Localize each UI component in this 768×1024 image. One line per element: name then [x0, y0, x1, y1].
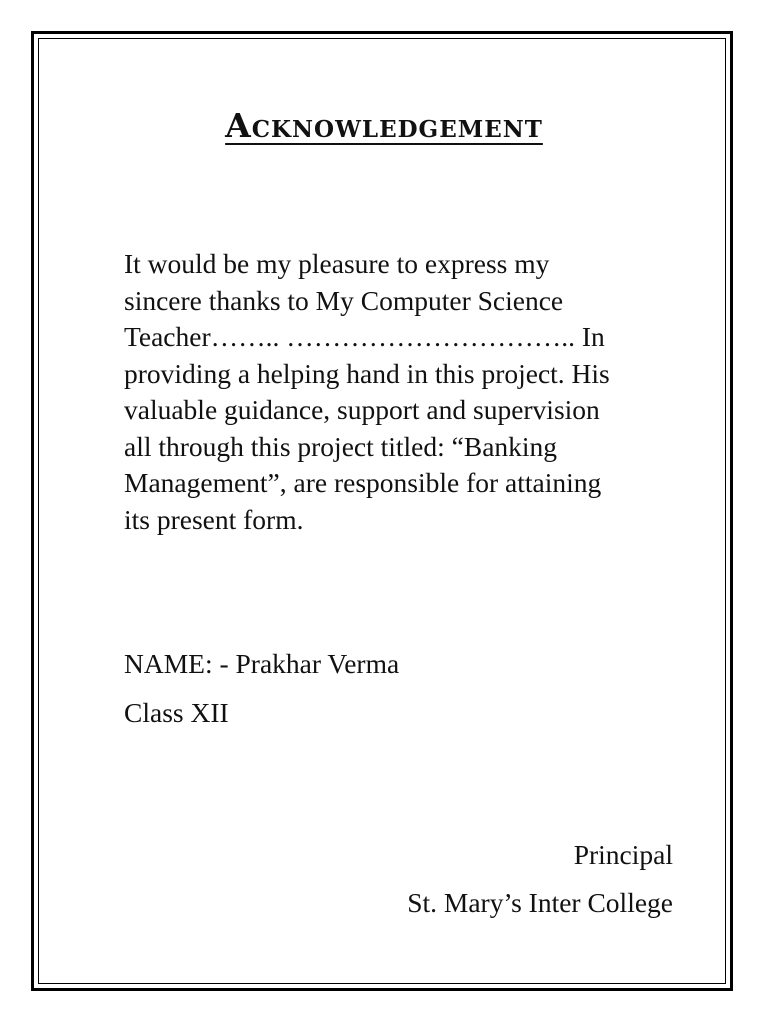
student-name: NAME: - Prakhar Verma	[124, 648, 400, 679]
student-class: Class XII	[124, 697, 229, 728]
page-title: Acknowledgement	[225, 106, 543, 145]
signatory-institution: St. Mary’s Inter College	[407, 887, 673, 918]
signatory-title: Principal	[573, 839, 673, 870]
title-container	[0, 106, 768, 145]
acknowledgement-paragraph: It would be my pleasure to express my sincere thanks to My Computer Science Teacher…….. ………………………….. In providing a helping hand in this project. His valuable guidance, support and supervision all through this project titled: “Banking Management”, are responsible for attaining its present form.	[124, 248, 610, 535]
